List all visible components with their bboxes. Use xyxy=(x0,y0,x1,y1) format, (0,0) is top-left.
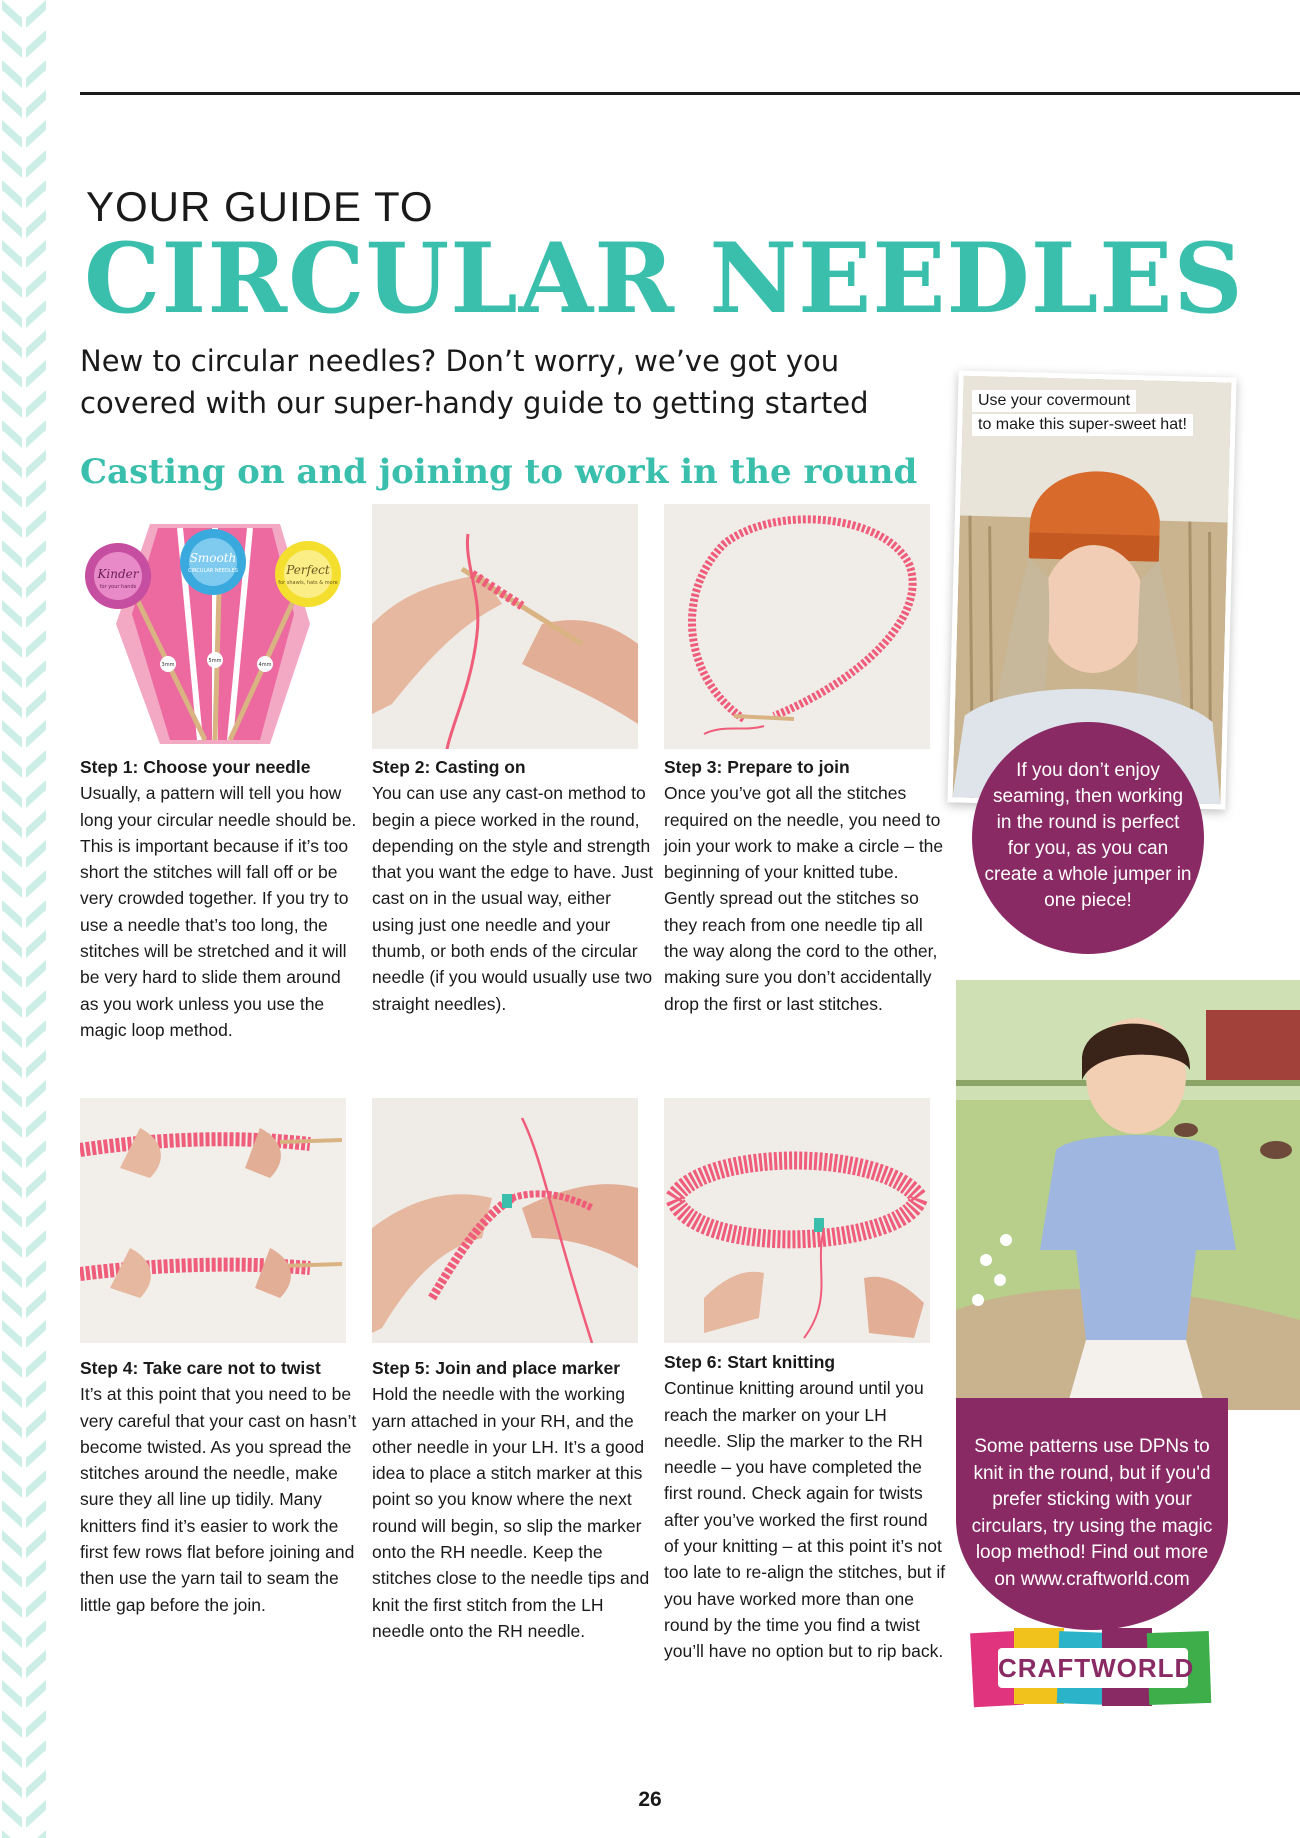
step-4-text xyxy=(80,1355,362,1618)
magic-loop-callout-text: Some patterns use DPNs to knit in the round, but if you'd prefer sticking with your circulars, try using the magic loop method! Find out more on www.craftworld.com xyxy=(971,1436,1213,1590)
smooth-sublabel: CIRCULAR NEEDLES xyxy=(188,568,238,574)
magic-loop-callout xyxy=(956,1398,1228,1630)
decorative-knit-strip xyxy=(0,0,48,1838)
step-1-photo xyxy=(80,504,346,749)
standfirst: New to circular needles? Don’t worry, we’ve got you covered with our super-handy guide to getting started xyxy=(80,344,869,420)
headline-kicker: YOUR GUIDE TO xyxy=(86,183,434,230)
girl-photo xyxy=(956,980,1300,1410)
step-3-body: Once you’ve got all the stitches required on the needle, you need to join your work to make a circle – the beginning of your knitted tube. Gently spread out the stitches so they reach from one needle tip all the way along the cord to the other, making sure you don’t accidentally drop the first or last stitches. xyxy=(664,783,944,1014)
step-1-body: Usually, a pattern will tell you how long your circular needle should be. This is important because if it’s too short the stitches will fall off or be very crowded together. If you try to use a needle that’s too long, the stitches will be stretched and it will be very hard to slide them around as you work unless you use the magic loop method. xyxy=(80,783,357,1040)
step-2-title: Step 2: Casting on xyxy=(372,757,526,777)
step-5-title: Step 5: Join and place marker xyxy=(372,1358,621,1378)
kinder-label: Kinder xyxy=(97,567,139,581)
section-heading: Casting on and joining to work in the round xyxy=(80,452,918,492)
step-4-photo xyxy=(80,1098,346,1343)
step-3-title: Step 3: Prepare to join xyxy=(664,757,850,777)
step-2-text xyxy=(372,754,654,1017)
craftworld-logo-text: CRAFTWORLD xyxy=(998,1648,1188,1688)
page-title: CIRCULAR NEEDLES xyxy=(84,222,1244,335)
step-3-text xyxy=(664,754,946,1017)
step-3-photo xyxy=(664,504,930,749)
top-rule xyxy=(80,92,1300,95)
step-5-body: Hold the needle with the working yarn attached in your RH, and the other needle in your LH. It’s a good idea to place a stitch marker at this point so you know where the next round will begin, so slip the marker onto the RH needle. Keep the stitches close to the needle tips and knit the first stitch from the LH needle onto the RH needle. xyxy=(372,1384,650,1641)
size-tag-3: 4mm xyxy=(258,662,272,668)
step-5-text xyxy=(372,1355,654,1644)
step-1-title: Step 1: Choose your needle xyxy=(80,757,311,777)
hat-caption-line-1: Use your covermount xyxy=(972,390,1136,412)
step-6-body: Continue knitting around until you reach the marker on your LH needle. Slip the marker to the RH needle – you have completed the first round. Check again for twists after you’ve worked the first round of your knitting – at this point it’s not too late to re-align the stitches, but if you have worked more than one round by the time you find a twist you’ll have no option but to rip back. xyxy=(664,1378,946,1662)
hat-caption-line-2: to make this super-sweet hat! xyxy=(972,414,1193,436)
step-6-title: Step 6: Start knitting xyxy=(664,1352,836,1372)
step-6-text xyxy=(664,1349,946,1665)
step-2-body: You can use any cast-on method to begin a piece worked in the round, depending on the style and strength that you want the edge to have. Just cast on in the usual way, either using just one needle and your thumb, or both ends of the circular needle (if you would usually use two straight needles). xyxy=(372,783,654,1014)
kinder-sublabel: for your hands xyxy=(99,584,137,590)
page-number: 26 xyxy=(638,1788,662,1811)
perfect-sublabel: for shawls, hats & more xyxy=(278,580,338,586)
size-tag-1: 3mm xyxy=(161,662,175,668)
seaming-callout-text: If you don’t enjoy seaming, then working in the round is perfect for you, as you can create a whole jumper in one piece! xyxy=(984,760,1192,911)
step-4-title: Step 4: Take care not to twist xyxy=(80,1358,321,1378)
smooth-label: Smooth xyxy=(189,551,237,565)
seaming-callout xyxy=(972,722,1204,954)
step-1-text xyxy=(80,754,362,1043)
step-2-photo xyxy=(372,504,638,749)
size-tag-2: 5mm xyxy=(208,658,222,664)
step-6-photo xyxy=(664,1098,930,1343)
perfect-label: Perfect xyxy=(286,563,330,577)
step-4-body: It’s at this point that you need to be very careful that your cast on hasn’t become twisted. As you spread the stitches around the needle, make sure they all line up tidily. Many knitters find it’s easier to work the first few rows flat before joining and then use the yarn tail to seam the little gap before the join. xyxy=(80,1384,357,1615)
step-5-photo xyxy=(372,1098,638,1343)
craftworld-logo xyxy=(968,1626,1218,1710)
